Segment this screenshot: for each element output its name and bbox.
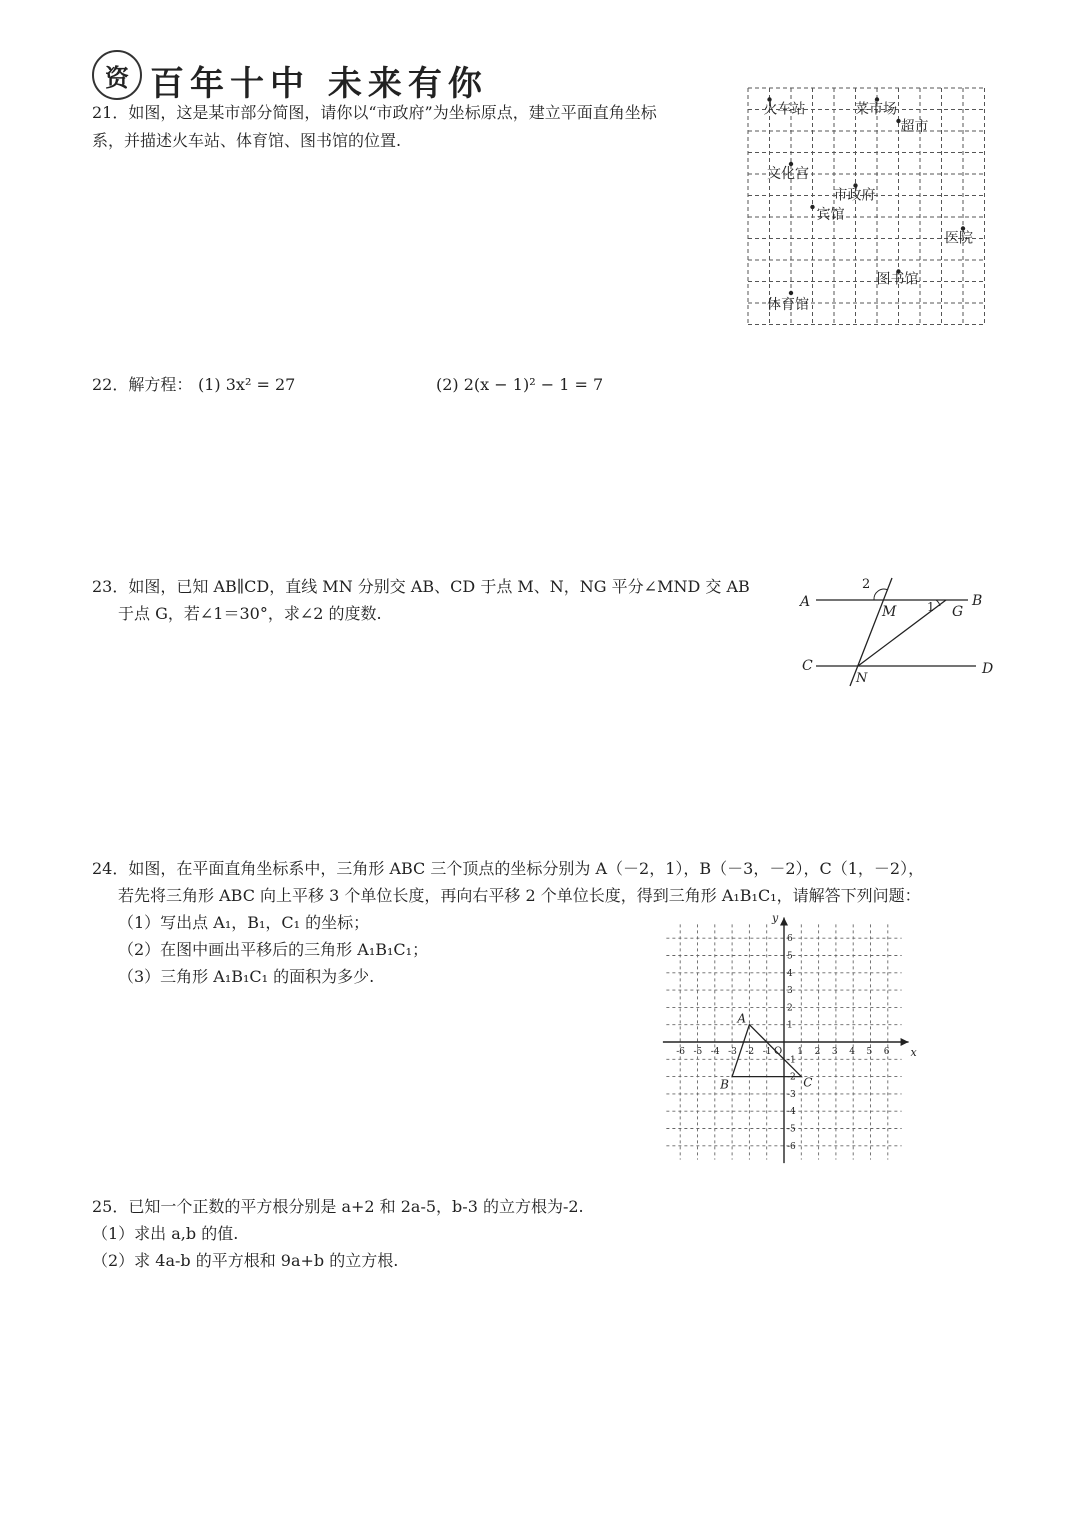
q23-line1: 23．如图，已知 AB∥CD，直线 MN 分别交 AB、CD 于点 M、N，NG 平分∠MND 交 AB [92, 577, 750, 596]
y-tick-label: 4 [787, 968, 793, 979]
map-point-5 [810, 205, 814, 209]
x-tick-label: -1 [762, 1047, 772, 1057]
y-tick-label: -2 [787, 1072, 796, 1083]
q24-item3: （3）三角形 A₁B₁C₁ 的面积为多少. [118, 967, 375, 986]
map-label-7: 图书馆 [876, 271, 919, 288]
label-c: C [802, 658, 813, 674]
y-tick-label: 1 [787, 1020, 793, 1031]
map-label-1: 菜市场 [855, 101, 897, 118]
school-logo: 资 [92, 50, 142, 100]
line-mn [850, 578, 892, 686]
page-title: 百年十中 未来有你 [150, 64, 488, 104]
label-b: B [972, 593, 983, 609]
map-point-8 [789, 291, 793, 295]
x-tick-label: 6 [883, 1047, 890, 1057]
x-tick-label: -3 [728, 1047, 737, 1057]
y-tick-label: 6 [787, 934, 793, 945]
map-label-4: 市政府 [833, 187, 876, 204]
label-m: M [882, 604, 897, 620]
x-tick-label: -6 [676, 1047, 685, 1057]
y-axis-label: y [772, 911, 779, 925]
q23-figure [796, 570, 1000, 690]
q24-line2: 若先将三角形 ABC 向上平移 3 个单位长度，再向右平移 2 个单位长度，得到三角形 A₁B₁C₁，请解答下列问题： [118, 886, 921, 905]
q23-line2: 于点 G，若∠1＝30°，求∠2 的度数. [118, 604, 382, 623]
q24-line1: 24．如图，在平面直角坐标系中，三角形 ABC 三个顶点的坐标分别为 A（－2，1），B（－3，－2），C（1，－2）， [92, 859, 925, 878]
label-g: G [952, 604, 964, 620]
point-label-a: A [737, 1011, 747, 1026]
x-tick-label: 3 [831, 1047, 838, 1057]
x-tick-label: 2 [814, 1047, 821, 1057]
y-tick-label: -5 [787, 1124, 796, 1135]
y-tick-label: -3 [787, 1089, 796, 1100]
y-tick-label: 2 [787, 1003, 793, 1014]
q24-item2: （2）在图中画出平移后的三角形 A₁B₁C₁； [118, 940, 429, 959]
x-tick-label: 5 [866, 1047, 873, 1057]
q24-coordinate-plane [660, 911, 917, 1172]
label-d: D [982, 661, 994, 677]
label-angle1: 1 [927, 600, 935, 614]
q25-line3: （2）求 4a-b 的平方根和 9a+b 的立方根. [92, 1251, 399, 1270]
q22-prefix: 22．解方程： [92, 375, 193, 394]
q22-eq1: (1) 3x² = 27 [198, 375, 296, 394]
y-tick-label: -4 [787, 1107, 796, 1118]
map-label-3: 文化宫 [767, 166, 809, 182]
x-tick-label: 1 [797, 1047, 804, 1057]
y-tick-label: -1 [787, 1055, 796, 1066]
origin-label: O [774, 1046, 783, 1057]
map-label-6: 医院 [945, 230, 973, 247]
x-axis-label: x [910, 1046, 917, 1059]
map-label-2: 超市 [900, 119, 929, 135]
label-n: N [856, 671, 868, 686]
q25-line2: （1）求出 a,b 的值. [92, 1224, 239, 1243]
map-label-0: 火车站 [763, 101, 806, 118]
x-tick-label: -2 [745, 1047, 755, 1057]
point-label-b: B [720, 1077, 729, 1092]
label-angle2: 2 [862, 577, 871, 592]
x-tick-label: -4 [710, 1047, 720, 1057]
q21-line1: 21．如图，这是某市部分简图，请你以“市政府”为坐标原点，建立平面直角坐标 [92, 103, 657, 122]
angle1-arc [936, 600, 940, 606]
x-tick-label: -5 [693, 1047, 703, 1057]
x-tick-label: 4 [849, 1047, 855, 1057]
q24-item1: （1）写出点 A₁，B₁，C₁ 的坐标； [118, 913, 370, 932]
map-label-5: 宾馆 [816, 207, 845, 223]
q25-line1: 25．已知一个正数的平方根分别是 a+2 和 2a-5，b-3 的立方根为-2. [92, 1197, 584, 1216]
q21-map-grid [742, 84, 984, 330]
point-label-c: C [803, 1075, 813, 1090]
y-tick-label: 3 [787, 986, 793, 997]
y-tick-label: 5 [787, 951, 793, 962]
label-a: A [800, 594, 811, 610]
map-label-8: 体育馆 [767, 297, 809, 313]
y-tick-label: -6 [787, 1141, 796, 1152]
q22-eq2: (2) 2(x − 1)² − 1 = 7 [436, 375, 604, 394]
q21-line2: 系，并描述火车站、体育馆、图书馆的位置. [92, 131, 402, 150]
